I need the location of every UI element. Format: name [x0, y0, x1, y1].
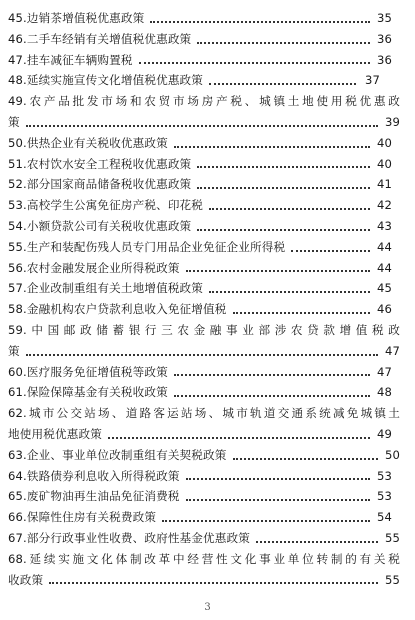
- toc-entry-title: 62.城市公交站场、道路客运站场、城市轨道交通系统减免城镇土: [8, 406, 400, 421]
- toc-entry-page: 48: [376, 385, 392, 400]
- toc-entry-59[interactable]: [8, 320, 400, 362]
- toc-entry-title: 56.农村金融发展企业所得税政策: [8, 260, 180, 275]
- dot-leader: [197, 187, 370, 189]
- toc-entry-title: 50.供热企业有关税收优惠政策: [8, 135, 168, 150]
- toc-entry-61[interactable]: [8, 382, 400, 403]
- table-of-contents: [8, 8, 400, 590]
- toc-entry-title: 65.废矿物油再生油品免征消费税: [8, 489, 180, 504]
- toc-entry-page: 55: [384, 530, 400, 545]
- toc-entry-page: 47: [376, 364, 392, 379]
- dot-leader: [174, 146, 370, 148]
- dot-leader: [49, 582, 378, 584]
- toc-entry-60[interactable]: [8, 362, 400, 383]
- toc-entry-page: 39: [384, 114, 400, 129]
- toc-entry-page: 47: [384, 343, 400, 358]
- page-number: 3: [204, 602, 211, 613]
- toc-entry-title: 49.农产品批发市场和农贸市场房产税、城镇土地使用税优惠政: [8, 94, 400, 109]
- toc-entry-51[interactable]: [8, 154, 400, 175]
- toc-entry-title: 57.企业改制重组有关土地增值税政策: [8, 281, 204, 296]
- toc-entry-48[interactable]: [8, 70, 400, 91]
- toc-entry-45[interactable]: [8, 8, 400, 29]
- toc-entry-title: 68.延续实施文化体制改革中经营性文化事业单位转制的有关税: [8, 551, 400, 566]
- dot-leader: [233, 312, 370, 314]
- toc-entry-page: 55: [384, 572, 400, 587]
- dot-leader: [197, 42, 370, 44]
- toc-entry-title: 47.挂车减征车辆购置税: [8, 52, 133, 67]
- toc-entry-title: 55.生产和装配伤残人员专门用品企业免征企业所得税: [8, 239, 286, 254]
- toc-entry-page: 40: [376, 156, 392, 171]
- dot-leader: [174, 395, 370, 397]
- dot-leader: [197, 229, 370, 231]
- toc-entry-page: 50: [384, 447, 400, 462]
- toc-entry-title: 63.企业、事业单位改制重组有关契税政策: [8, 447, 227, 462]
- toc-entry-page: 42: [376, 198, 392, 213]
- dot-leader: [186, 270, 370, 272]
- dot-leader: [209, 83, 356, 85]
- toc-entry-title: 54.小额贷款公司有关税收优惠政策: [8, 218, 192, 233]
- dot-leader: [26, 125, 378, 127]
- toc-entry-47[interactable]: [8, 50, 400, 71]
- toc-entry-56[interactable]: [8, 258, 400, 279]
- toc-entry-52[interactable]: [8, 174, 400, 195]
- toc-entry-page: 41: [376, 177, 392, 192]
- toc-entry-title: 48.延续实施宣传文化增值税优惠政策: [8, 73, 204, 88]
- toc-entry-title: 53.高校学生公寓免征房产税、印花税: [8, 198, 204, 213]
- toc-entry-title: 60.医疗服务免征增值税等政策: [8, 364, 168, 379]
- toc-entry-page: 37: [364, 73, 380, 88]
- toc-entry-55[interactable]: [8, 237, 400, 258]
- dot-leader: [174, 374, 370, 376]
- dot-leader: [197, 166, 370, 168]
- toc-entry-title: 45.边销茶增值税优惠政策: [8, 11, 145, 25]
- toc-entry-page: 43: [376, 218, 392, 233]
- dot-leader: [256, 541, 378, 543]
- dot-leader: [209, 291, 370, 293]
- toc-entry-title: 52.部分国家商品储备税收优惠政策: [8, 177, 192, 192]
- dot-leader: [186, 478, 370, 480]
- toc-entry-65[interactable]: [8, 486, 400, 507]
- toc-entry-page: 40: [376, 135, 392, 150]
- toc-entry-page: 46: [376, 302, 392, 317]
- toc-entry-page: 36: [376, 52, 392, 67]
- toc-entry-page: 44: [376, 260, 392, 275]
- toc-entry-title-continued: 策: [8, 343, 20, 358]
- toc-entry-title: 64.铁路债券利息收入所得税政策: [8, 468, 180, 483]
- toc-entry-page: 53: [376, 489, 392, 504]
- toc-entry-title: 59.中国邮政储蓄银行三农金融事业部涉农贷款增值税政: [8, 322, 400, 337]
- toc-entry-53[interactable]: [8, 195, 400, 216]
- toc-entry-58[interactable]: [8, 299, 400, 320]
- toc-entry-62[interactable]: [8, 403, 400, 445]
- toc-entry-46[interactable]: [8, 29, 400, 50]
- dot-leader: [108, 437, 370, 439]
- toc-entry-64[interactable]: [8, 466, 400, 487]
- dot-leader: [209, 208, 370, 210]
- dot-leader: [150, 21, 370, 23]
- toc-entry-title: 51.农村饮水安全工程税收优惠政策: [8, 156, 192, 171]
- toc-entry-page: 35: [376, 11, 392, 25]
- toc-entry-67[interactable]: [8, 528, 400, 549]
- toc-entry-title: 67.部分行政事业性收费、政府性基金优惠政策: [8, 530, 251, 545]
- toc-entry-54[interactable]: [8, 216, 400, 237]
- dot-leader: [291, 250, 370, 252]
- toc-entry-page: 44: [376, 239, 392, 254]
- toc-entry-page: 45: [376, 281, 392, 296]
- toc-entry-50[interactable]: [8, 133, 400, 154]
- toc-entry-63[interactable]: [8, 445, 400, 466]
- toc-entry-57[interactable]: [8, 278, 400, 299]
- toc-entry-page: 54: [376, 510, 392, 525]
- toc-entry-68[interactable]: [8, 549, 400, 591]
- toc-entry-page: 53: [376, 468, 392, 483]
- toc-entry-66[interactable]: [8, 507, 400, 528]
- dot-leader: [186, 499, 370, 501]
- toc-entry-49[interactable]: [8, 91, 400, 133]
- toc-entry-title-continued: 收政策: [8, 572, 44, 587]
- dot-leader: [139, 62, 370, 64]
- toc-entry-title-continued: 地使用税优惠政策: [8, 426, 102, 441]
- dot-leader: [233, 458, 378, 460]
- toc-entry-title: 58.金融机构农户贷款利息收入免征增值税: [8, 302, 227, 317]
- dot-leader: [162, 520, 370, 522]
- toc-entry-page: 36: [376, 31, 392, 46]
- toc-entry-title: 61.保险保障基金有关税收政策: [8, 385, 168, 400]
- toc-entry-page: 49: [376, 426, 392, 441]
- toc-entry-title: 66.保障性住房有关税费政策: [8, 510, 157, 525]
- dot-leader: [26, 354, 378, 356]
- toc-entry-title-continued: 策: [8, 114, 20, 129]
- toc-entry-title: 46.二手车经销有关增值税优惠政策: [8, 31, 192, 46]
